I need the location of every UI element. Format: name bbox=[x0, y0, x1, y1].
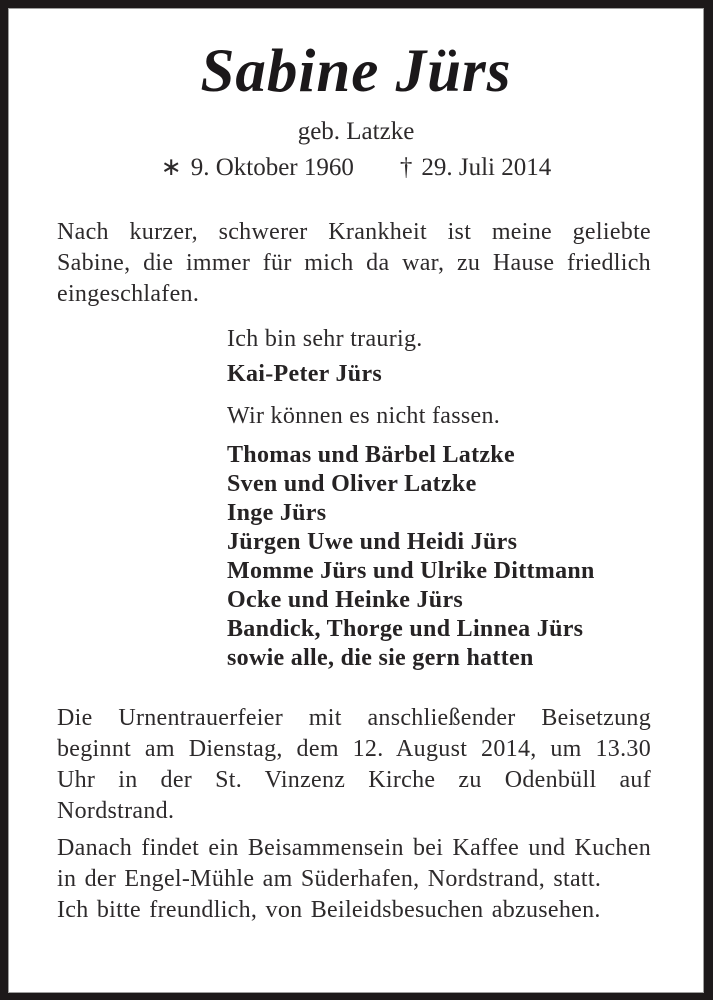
deceased-name: Sabine Jürs bbox=[200, 38, 512, 105]
obituary-card bbox=[8, 8, 704, 993]
mourner-line: Inge Jürs bbox=[227, 500, 327, 526]
mourners-list bbox=[227, 441, 703, 673]
mourners-block bbox=[227, 324, 703, 673]
birth-date-text: 9. Oktober 1960 bbox=[190, 154, 354, 181]
death-date-text: 29. Juli 2014 bbox=[421, 154, 552, 181]
intro-paragraph: Nach kurzer, schwerer Krankheit ist meine geliebte Sabine, die immer für mich da war, zu Hause friedlich eingeschlafen. bbox=[57, 219, 651, 307]
chief-mourner: Kai-Peter Jürs bbox=[227, 361, 383, 387]
death-cross-icon: † bbox=[399, 154, 413, 181]
mourner-line: Ocke und Heinke Jürs bbox=[227, 587, 464, 613]
maiden-name: geb. Latzke bbox=[297, 118, 415, 145]
death-date bbox=[400, 153, 551, 183]
mourner-line: sowie alle, die sie gern hatten bbox=[227, 645, 534, 671]
mourner-line: Jürgen Uwe und Heidi Jürs bbox=[227, 529, 518, 555]
family-grief-line: Wir können es nicht fassen. bbox=[227, 403, 501, 429]
mourner-line: Thomas und Bärbel Latzke bbox=[227, 442, 515, 468]
birth-star-icon: ∗ bbox=[160, 154, 182, 181]
gathering-paragraph: Danach findet ein Beisammensein bei Kaffee und Kuchen in der Engel-Mühle am Süderhafen, Nordstrand, statt. bbox=[57, 835, 651, 892]
life-dates bbox=[9, 153, 703, 183]
service-paragraph: Die Urnentrauerfeier mit anschließender Beisetzung beginnt am Dienstag, dem 12. August 2014, um 13.30 Uhr in der St. Vinzenz Kirche zu Odenbüll auf Nordstrand. bbox=[57, 705, 651, 824]
mourner-line: Momme Jürs und Ulrike Dittmann bbox=[227, 558, 595, 584]
birth-date bbox=[161, 153, 354, 183]
grief-line: Ich bin sehr traurig. bbox=[227, 326, 423, 352]
condolence-request-line: Ich bitte freundlich, von Beileidsbesuchen abzusehen. bbox=[57, 897, 601, 923]
mourner-line: Bandick, Thorge und Linnea Jürs bbox=[227, 616, 584, 642]
mourner-line: Sven und Oliver Latzke bbox=[227, 471, 477, 497]
